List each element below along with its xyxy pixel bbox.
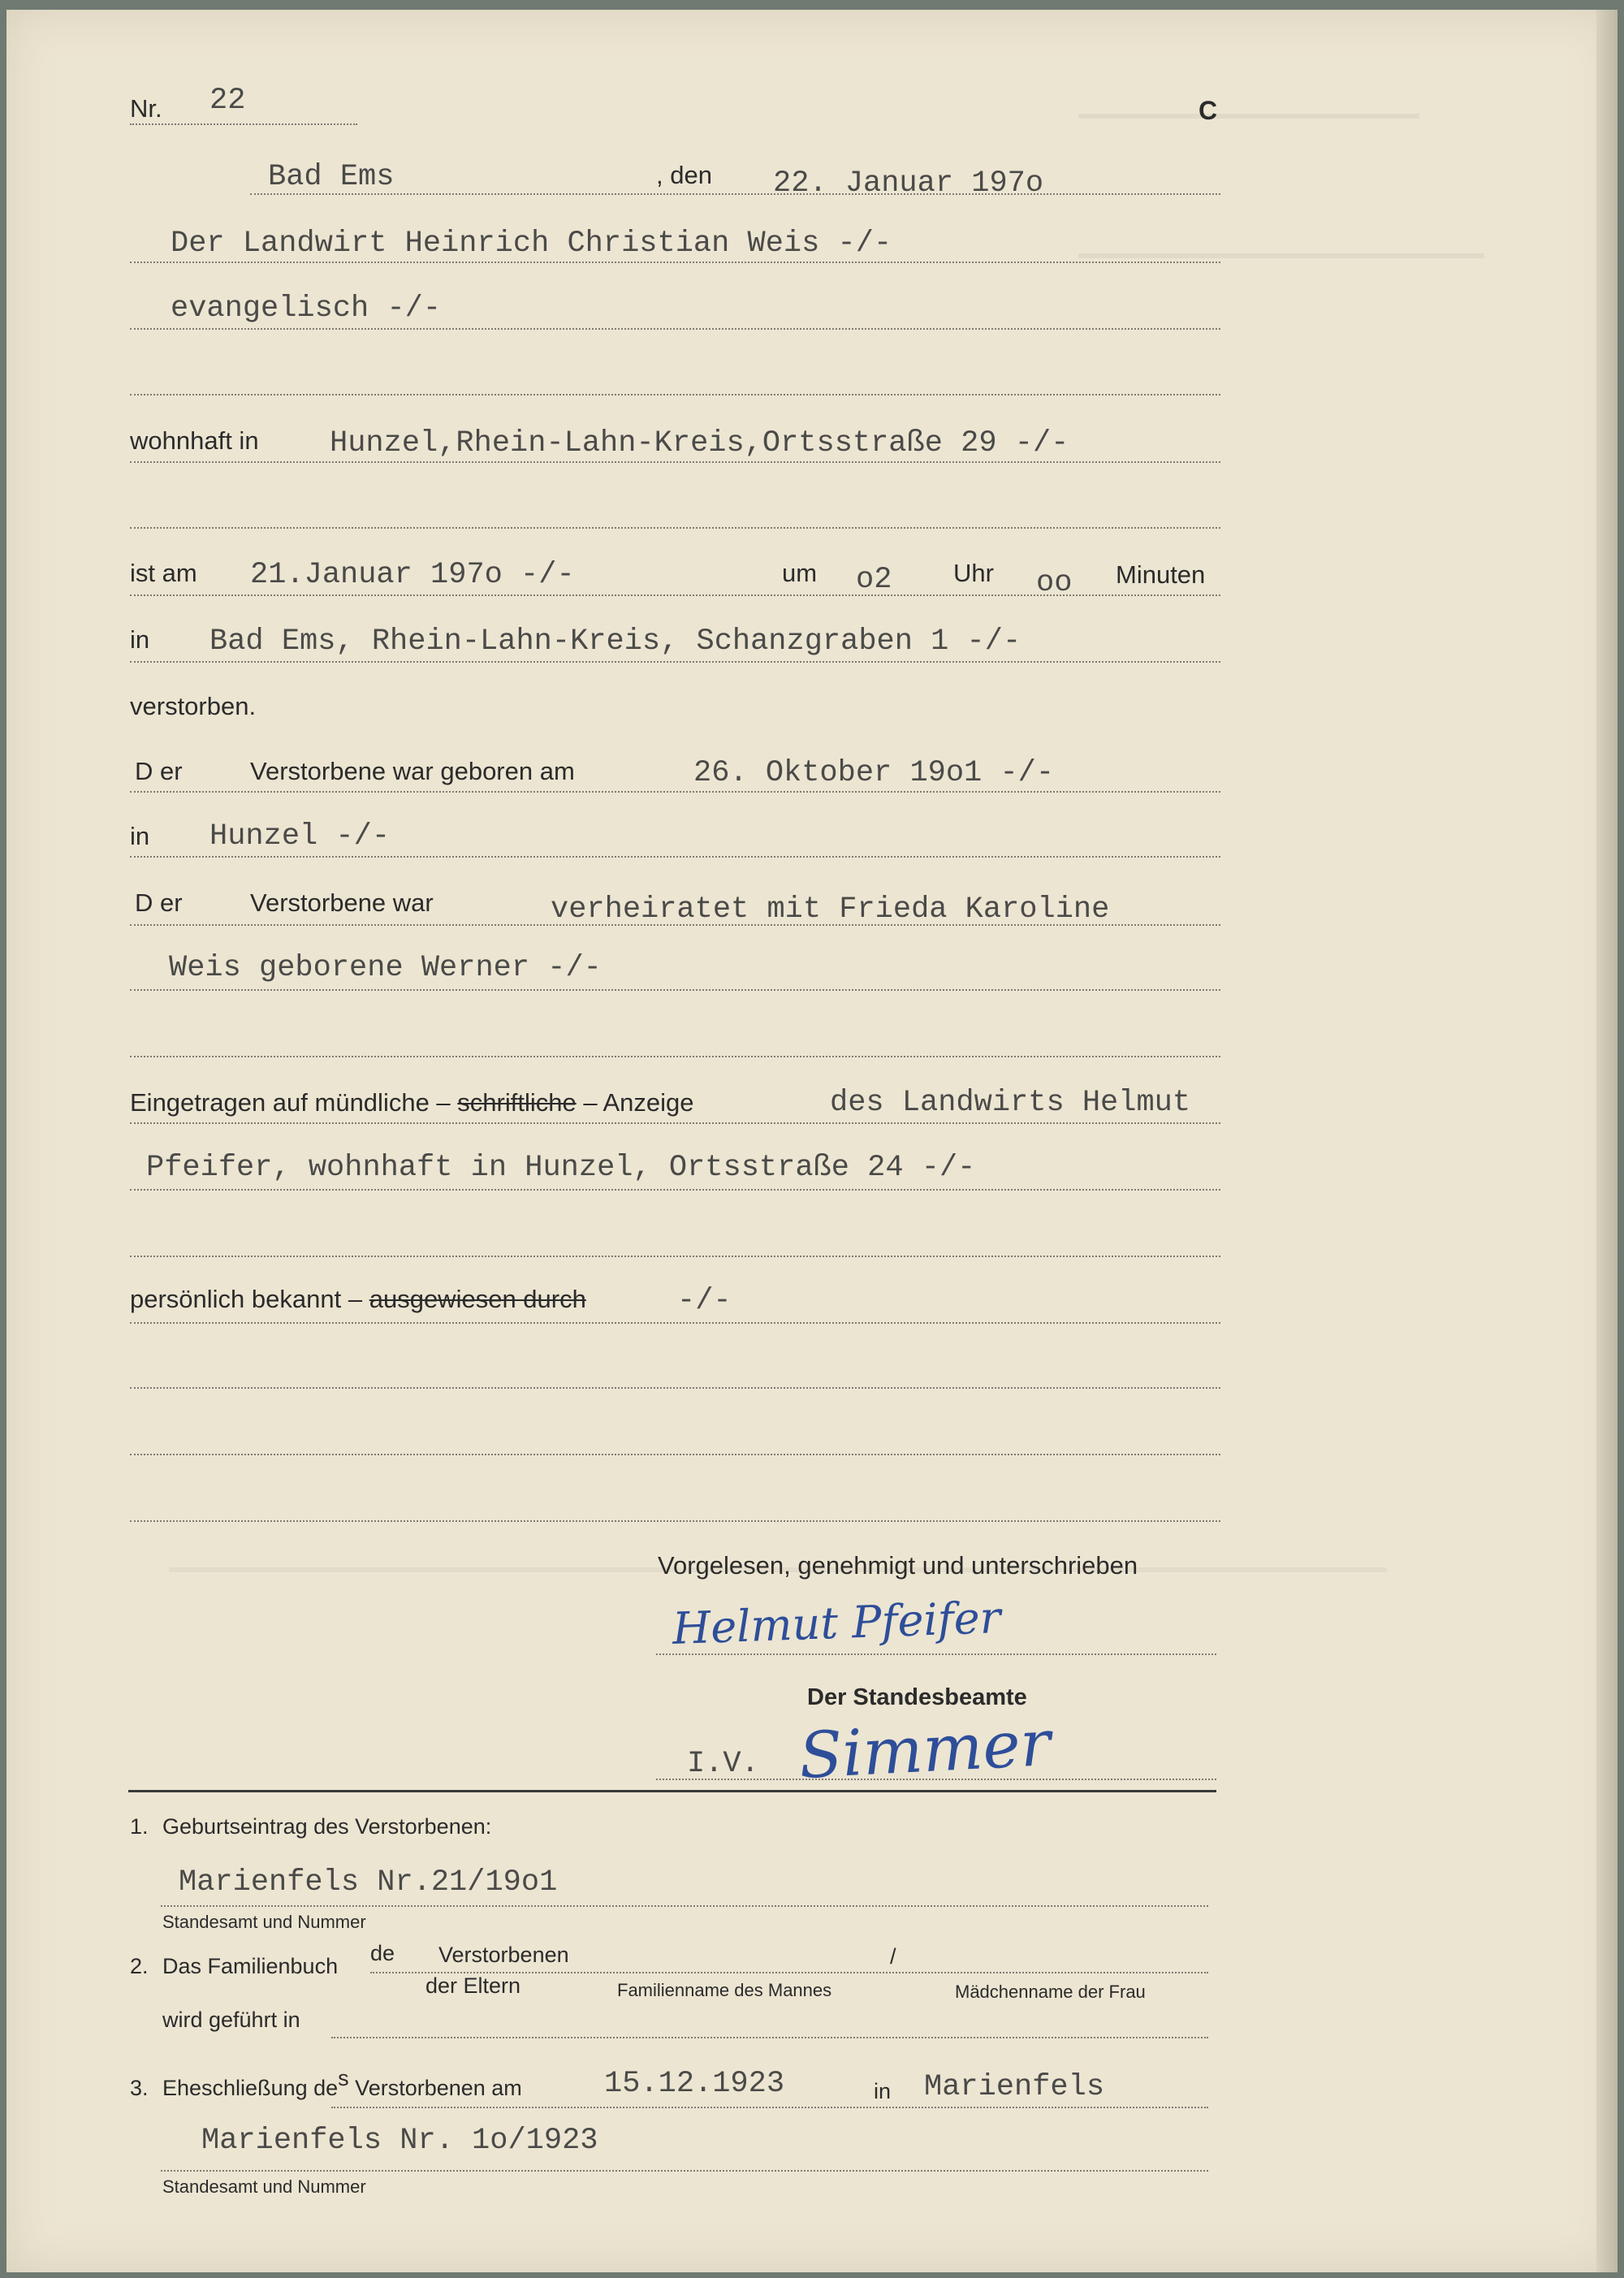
death-date: 21.Januar 197o -/- bbox=[250, 558, 575, 592]
rule bbox=[130, 328, 1220, 330]
note-1-caption: Standesamt und Nummer bbox=[162, 1912, 366, 1932]
deceased-name: Der Landwirt Heinrich Christian Weis -/- bbox=[171, 227, 892, 261]
note-2-number: 2. bbox=[130, 1954, 149, 1978]
section-divider bbox=[128, 1790, 1216, 1792]
rule bbox=[130, 1322, 1220, 1324]
marital-label: Verstorbene war bbox=[250, 888, 434, 917]
bleed-through bbox=[1078, 97, 1419, 119]
note-2-caption-mann: Familienname des Mannes bbox=[617, 1980, 832, 2000]
minuten-label: Minuten bbox=[1116, 560, 1206, 589]
verstorben-label: verstorben. bbox=[130, 692, 257, 720]
rule bbox=[130, 1520, 1220, 1522]
death-hour: o2 bbox=[856, 563, 892, 597]
signature-line bbox=[656, 1779, 1216, 1780]
birth-label: Verstorbene war geboren am bbox=[250, 757, 575, 785]
note-1-number: 1. bbox=[130, 1814, 149, 1839]
closing-text: Vorgelesen, genehmigt und unterschrieben bbox=[658, 1551, 1138, 1580]
rule bbox=[130, 461, 1220, 463]
identity-label: persönlich bekannt – ausgewiesen durch bbox=[130, 1285, 586, 1313]
rule bbox=[130, 594, 1220, 596]
signature-line bbox=[656, 1653, 1216, 1655]
rule bbox=[130, 1122, 1220, 1124]
informant-line-2: Pfeifer, wohnhaft in Hunzel, Ortsstraße 24 -/- bbox=[146, 1151, 976, 1185]
note-3-caption: Standesamt und Nummer bbox=[162, 2176, 366, 2197]
wohnhaft-label: wohnhaft in bbox=[130, 426, 259, 455]
bleed-through bbox=[1078, 237, 1484, 258]
birth-prefix: D er bbox=[135, 757, 183, 785]
rule bbox=[130, 1256, 1220, 1257]
rule bbox=[130, 394, 1220, 396]
rule bbox=[130, 1387, 1220, 1389]
rule bbox=[130, 989, 1220, 991]
note-2-caption-frau: Mädchenname der Frau bbox=[955, 1982, 1146, 2002]
ist-am-label: ist am bbox=[130, 559, 197, 587]
rule bbox=[130, 856, 1220, 858]
rule bbox=[161, 1905, 1208, 1907]
note-1-value: Marienfels Nr.21/19o1 bbox=[179, 1865, 558, 1900]
nr-value: 22 bbox=[209, 84, 246, 118]
note-2-eltern: der Eltern bbox=[425, 1973, 521, 1998]
informant-signature: Helmut Pfeifer bbox=[672, 1591, 1002, 1655]
place: Bad Ems bbox=[268, 160, 395, 194]
death-place: Bad Ems, Rhein-Lahn-Kreis, Schanzgraben 1 -/- bbox=[209, 625, 1021, 659]
report-label: Eingetragen auf mündliche – schriftliche – Anzeige bbox=[130, 1088, 694, 1117]
document-page bbox=[6, 10, 1618, 2272]
nr-label: Nr. bbox=[130, 94, 162, 123]
rule bbox=[130, 1056, 1220, 1057]
marriage-place: Marienfels bbox=[924, 2070, 1105, 2104]
note-2-slash: / bbox=[890, 1944, 896, 1969]
um-label: um bbox=[782, 559, 818, 587]
marital-status-1: verheiratet mit Frieda Karoline bbox=[551, 893, 1110, 927]
rule bbox=[331, 2037, 1208, 2038]
registrar-label: Der Standesbeamte bbox=[807, 1684, 1027, 1710]
registrar-signature: Simmer bbox=[797, 1706, 1052, 1794]
address: Hunzel,Rhein-Lahn-Kreis,Ortsstraße 29 -/- bbox=[330, 426, 1069, 460]
note-2-verstorbenen: Verstorbenen bbox=[438, 1943, 569, 1967]
rule bbox=[130, 1454, 1220, 1455]
rule bbox=[331, 2107, 1208, 2108]
note-2-de: de bbox=[370, 1941, 395, 1965]
religion: evangelisch -/- bbox=[171, 292, 442, 326]
rule bbox=[370, 1972, 1208, 1973]
rule bbox=[161, 2170, 1208, 2172]
rule bbox=[130, 661, 1220, 663]
rule bbox=[130, 1189, 1220, 1191]
page-edge bbox=[1596, 10, 1618, 2272]
marriage-date: 15.12.1923 bbox=[604, 2067, 785, 2101]
birth-place: Hunzel -/- bbox=[209, 819, 391, 854]
marital-prefix: D er bbox=[135, 888, 183, 917]
corner-letter: C bbox=[1199, 96, 1218, 125]
rule bbox=[250, 193, 1220, 195]
in-label: in bbox=[130, 625, 150, 654]
rule bbox=[130, 924, 1220, 926]
note-3-label: Eheschließung des Verstorbenen am bbox=[162, 2066, 522, 2100]
note-3-value: Marienfels Nr. 1o/1923 bbox=[201, 2124, 598, 2158]
den-label: , den bbox=[656, 161, 712, 189]
birth-in-label: in bbox=[130, 822, 150, 850]
note-3-in: in bbox=[874, 2079, 892, 2103]
uhr-label: Uhr bbox=[953, 559, 994, 587]
rule bbox=[130, 527, 1220, 529]
birth-date: 26. Oktober 19o1 -/- bbox=[693, 756, 1055, 790]
struck-option: ausgewiesen durch bbox=[369, 1285, 586, 1313]
identity-value: -/- bbox=[677, 1284, 732, 1318]
note-1-label: Geburtseintrag des Verstorbenen: bbox=[162, 1814, 492, 1839]
note-2-label-2: wird geführt in bbox=[162, 2008, 300, 2032]
informant-line-1: des Landwirts Helmut bbox=[830, 1086, 1191, 1120]
iv-label: I.V. bbox=[687, 1747, 759, 1781]
rule bbox=[130, 791, 1220, 793]
note-2-label: Das Familienbuch bbox=[162, 1954, 339, 1978]
struck-option: schriftliche bbox=[457, 1088, 577, 1117]
note-3-number: 3. bbox=[130, 2076, 149, 2100]
nr-line bbox=[130, 123, 357, 125]
death-minutes: oo bbox=[1036, 566, 1073, 600]
record-date: 22. Januar 197o bbox=[773, 166, 1044, 201]
marital-status-2: Weis geborene Werner -/- bbox=[169, 951, 602, 985]
rule bbox=[130, 262, 1220, 263]
